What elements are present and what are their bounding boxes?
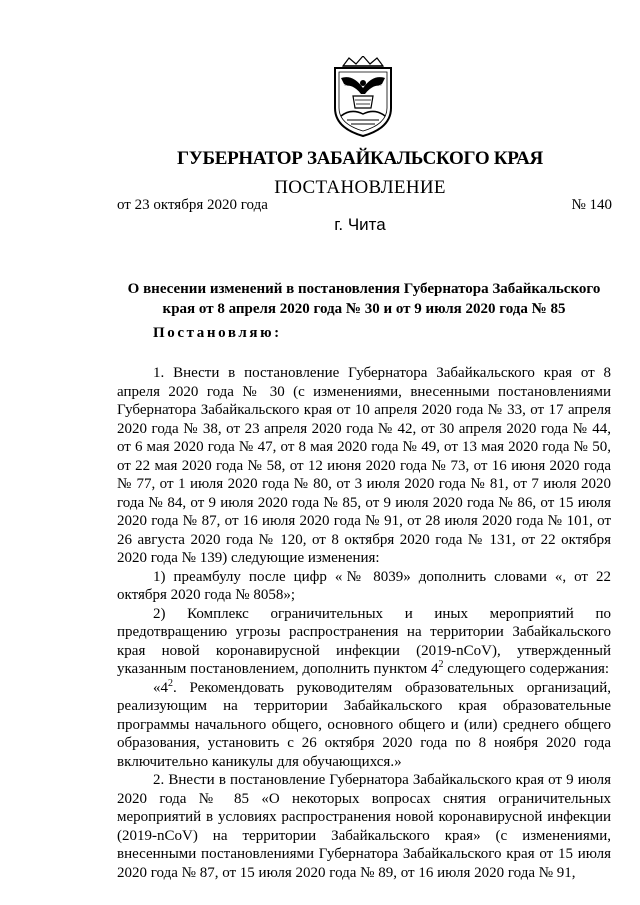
decree-heading: Постановляю: [153,325,282,341]
item-2 [117,605,611,679]
document-date: от 23 октября 2020 года [117,197,268,213]
document-type: ПОСТАНОВЛЕНИЕ [274,177,446,198]
quote-text: . Рекомендовать руководителям образовательных организаций, реализующим на территории Забайкальского края образовательные программы начального общего, основного общего и (или) среднего общего образования, установить с 26 октября 2020 года по 8 ноября 2020 года включительно каникулы для обучающихся.» [117,679,611,770]
quote-open: «4 [153,679,168,696]
item-2-sup: 2 [438,659,444,670]
item-2-tail: следующего содержания: [443,661,610,677]
governor-title: ГУБЕРНАТОР ЗАБАЙКАЛЬСКОГО КРАЯ [177,148,543,169]
date-line [117,197,612,214]
document-number: № 140 [571,197,612,213]
document-body [117,364,611,882]
item-2-text: 2) Комплекс ограничительных и иных мероприятий по предотвращению угрозы распространения на территории Забайкальского края новой коронавирусной инфекции (2019-nCoV), утвержденный указанным постановлением, дополнить пунктом 4 [117,605,611,677]
coat-of-arms-icon [329,56,397,138]
document-subject: О внесении изменений в постановления Губернатора Забайкальского края от 8 апреля 2020 года № 30 и от 9 июля 2020 года № 85 [127,281,601,317]
paragraph-2: 2. Внести в постановление Губернатора Забайкальского края от 9 июля 2020 года № 85 «О некоторых вопросах снятия ограничительных мероприятий в условиях распространения новой коронавирусной инфекции (2019-nCoV) на территории Забайкальского края» (с изменениями, внесенными постановлениями Губернатора Забайкальского края от 15 июля 2020 года № 87, от 15 июля 2020 года № 89, от 16 июля 2020 года № 91, [117,772,611,881]
quoted-clause [117,679,611,772]
quote-sup: 2 [168,677,173,689]
item-1: 1) преамбулу после цифр «№ 8039» дополнить словами «, от 22 октября 2020 года № 8058»; [117,568,611,603]
paragraph-1: 1. Внести в постановление Губернатора Забайкальского края от 8 апреля 2020 года № 30 (с изменениями, внесенными постановлениями Губернатора Забайкальского края от 10 апреля 2020 года № 33, от 17 апреля 2020 года № 38, от 23 апреля 2020 года № 42, от 30 апреля 2020 года № 44, от 6 мая 2020 года № 47, от 8 мая 2020 года № 49, от 13 мая 2020 года № 50, от 22 мая 2020 года № 58, от 12 июня 2020 года № 73, от 16 июня 2020 года № 77, от 1 июля 2020 года № 80, от 3 июля 2020 года № 81, от 7 июля 2020 года № 84, от 9 июля 2020 года № 85, от 9 июля 2020 года № 86, от 15 июля 2020 года № 87, от 16 июля 2020 года № 91, от 28 июля 2020 года № 101, от 26 августа 2020 года № 120, от 8 октября 2020 года № 131, от 22 октября 2020 года № 139) следующие изменения: [117,365,611,566]
city: г. Чита [334,215,386,234]
